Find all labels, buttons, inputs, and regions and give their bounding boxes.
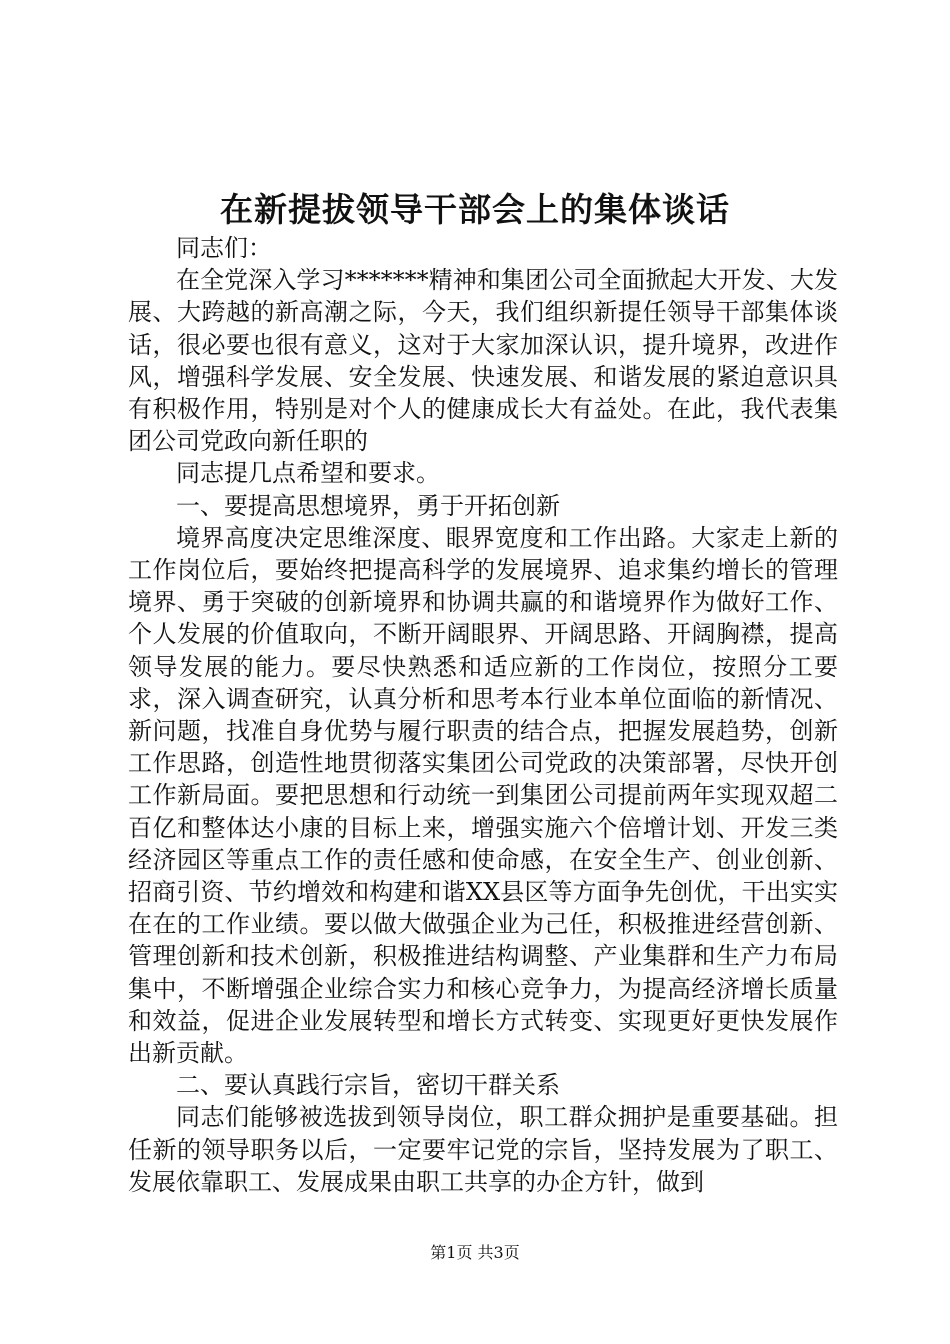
paragraph-intro-continued: 同志提几点希望和要求。 xyxy=(176,459,440,488)
section-heading-1: 一、要提高思想境界，勇于开拓创新 xyxy=(176,491,560,520)
paragraph-section-2: 同志们能够被选拔到领导岗位，职工群众拥护是重要基础。担任新的领导职务以后，一定要牢记党的宗旨，坚持发展为了职工、发展依靠职工、发展成果由职工共享的办企方针，做到 xyxy=(128,1103,838,1196)
document-title: 在新提拔领导干部会上的集体谈话 xyxy=(220,190,730,229)
section-heading-2: 二、要认真践行宗旨，密切干群关系 xyxy=(176,1071,560,1100)
salutation: 同志们： xyxy=(176,234,272,262)
paragraph-section-1: 境界高度决定思维深度、眼界宽度和工作出路。大家走上新的工作岗位后，要始终把提高科学的发展境界、追求集约增长的管理境界、勇于突破的创新境界和协调共赢的和谐境界作为做好工作、个人发展的价值取向，不断开阔眼界、开阔思路、开阔胸襟，提高领导发展的能力。要尽快熟悉和适应新的工作岗位，按照分工要求，深入调查研究，认真分析和思考本行业本单位面临的新情况、新问题，找准自身优势与履行职责的结合点，把握发展趋势，创新工作思路，创造性地贯彻落实集团公司党政的决策部署，尽快开创工作新局面。要把思想和行动统一到集团公司提前两年实现双超二百亿和整体达小康的目标上来，增强实施六个倍增计划、开发三类经济园区等重点工作的责任感和使命感，在安全生产、创业创新、招商引资、节约增效和构建和谐XX县区等方面争先创优，干出实实在在的工作业绩。要以做大做强企业为己任，积极推进经营创新、管理创新和技术创新，积极推进结构调整、产业集群和生产力布局集中，不断增强企业综合实力和核心竞争力，为提高经济增长质量和效益，促进企业发展转型和增长方式转变、实现更好更快发展作出新贡献。 xyxy=(128,523,838,1068)
document-body xyxy=(128,232,838,1198)
paragraph-intro: 在全党深入学习*******精神和集团公司全面掀起大开发、大发展、大跨越的新高潮之际，今天，我们组织新提任领导干部集体谈话，很必要也很有意义，这对于大家加深认识，提升境界，改进作风，增强科学发展、安全发展、快速发展、和谐发展的紧迫意识具有积极作用，特别是对个人的健康成长大有益处。在此，我代表集团公司党政向新任职的 xyxy=(128,266,838,456)
page-number-footer: 第1页 共3页 xyxy=(430,1243,520,1262)
